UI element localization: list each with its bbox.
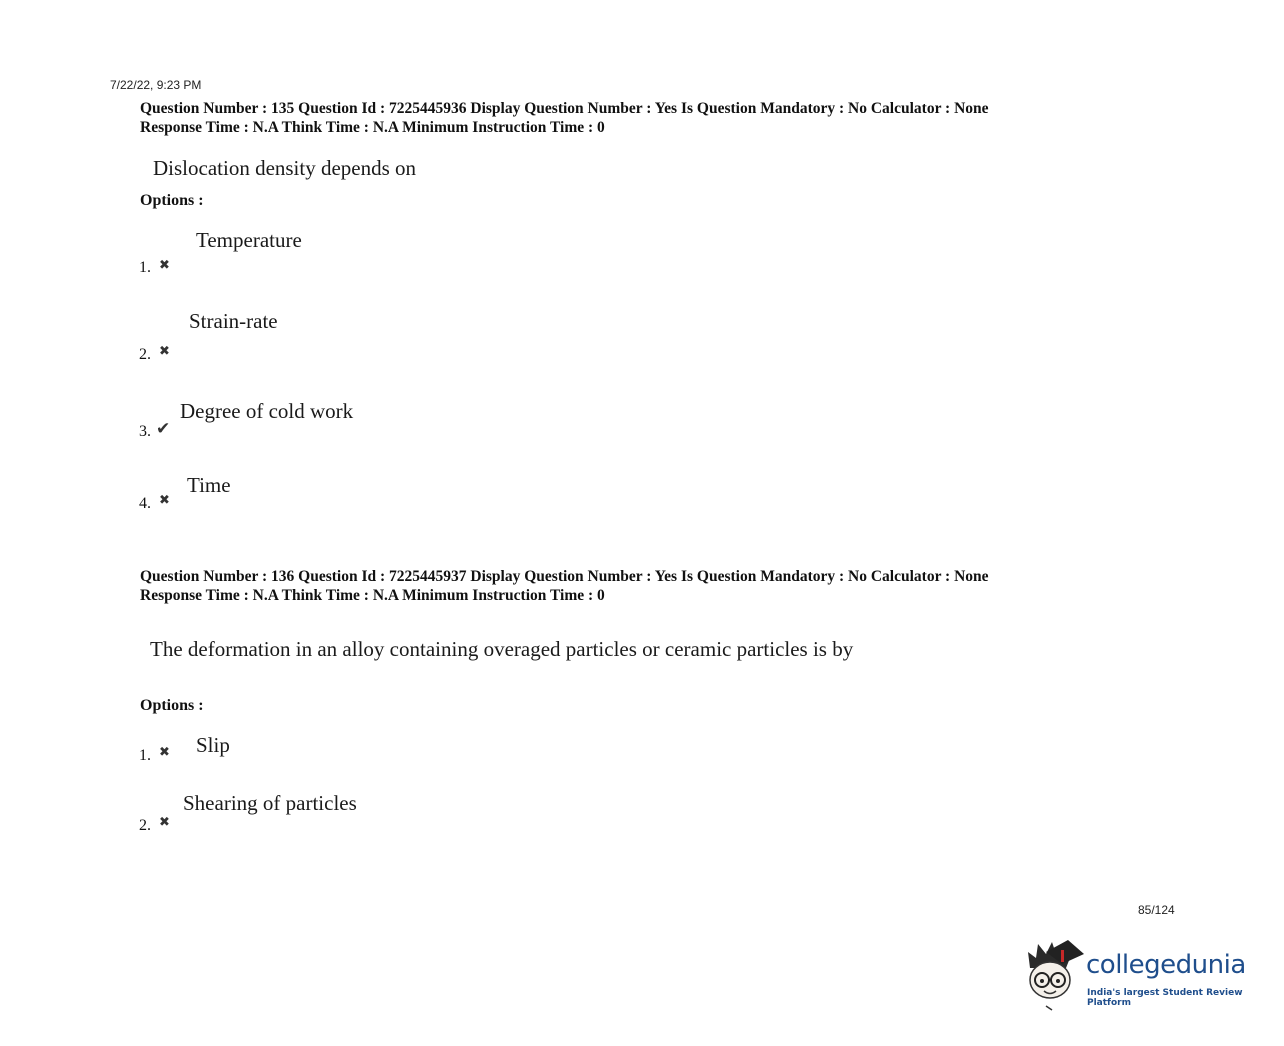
option-text: Shearing of particles (183, 791, 357, 815)
options-label: Options : (140, 192, 204, 209)
question-meta-line2: Response Time : N.A Think Time : N.A Minimum Instruction Time : 0 (140, 587, 605, 604)
option-text: Time (187, 473, 231, 497)
option-text: Strain-rate (189, 309, 278, 333)
logo-wordmark: collegedunia (1086, 950, 1246, 980)
option-number: 1. (139, 259, 151, 276)
option-text: Degree of cold work (180, 399, 354, 423)
correct-check-icon: ✔ (156, 419, 171, 439)
incorrect-mark-icon: ✖ (159, 344, 170, 359)
print-timestamp: 7/22/22, 9:23 PM (110, 78, 202, 92)
question-meta (140, 567, 989, 605)
options-label: Options : (140, 697, 204, 714)
option-number: 2. (139, 817, 151, 834)
question-meta-line1: Question Number : 135 Question Id : 7225445936 Display Question Number : Yes Is Question Mandatory : No Calculator : None (140, 100, 989, 117)
incorrect-mark-icon: ✖ (159, 745, 170, 760)
question-meta-line2: Response Time : N.A Think Time : N.A Minimum Instruction Time : 0 (140, 119, 605, 136)
question-meta-line1: Question Number : 136 Question Id : 7225445937 Display Question Number : Yes Is Question Mandatory : No Calculator : None (140, 568, 989, 585)
option-number: 1. (139, 747, 151, 764)
option-text: Slip (196, 733, 230, 757)
incorrect-mark-icon: ✖ (159, 815, 170, 830)
logo-tagline: India's largest Student Review Platform (1087, 988, 1243, 1008)
option-number: 4. (139, 495, 151, 512)
page-number: 85/124 (1138, 903, 1175, 917)
question-meta (140, 99, 989, 137)
question-text: The deformation in an alloy containing overaged particles or ceramic particles is by (150, 637, 854, 661)
question-text: Dislocation density depends on (153, 156, 417, 180)
incorrect-mark-icon: ✖ (159, 493, 170, 508)
option-number: 2. (139, 346, 151, 363)
option-text: Temperature (196, 228, 302, 252)
mascot-icon (1024, 938, 1088, 1014)
incorrect-mark-icon: ✖ (159, 258, 170, 273)
option-number: 3. (139, 423, 151, 440)
